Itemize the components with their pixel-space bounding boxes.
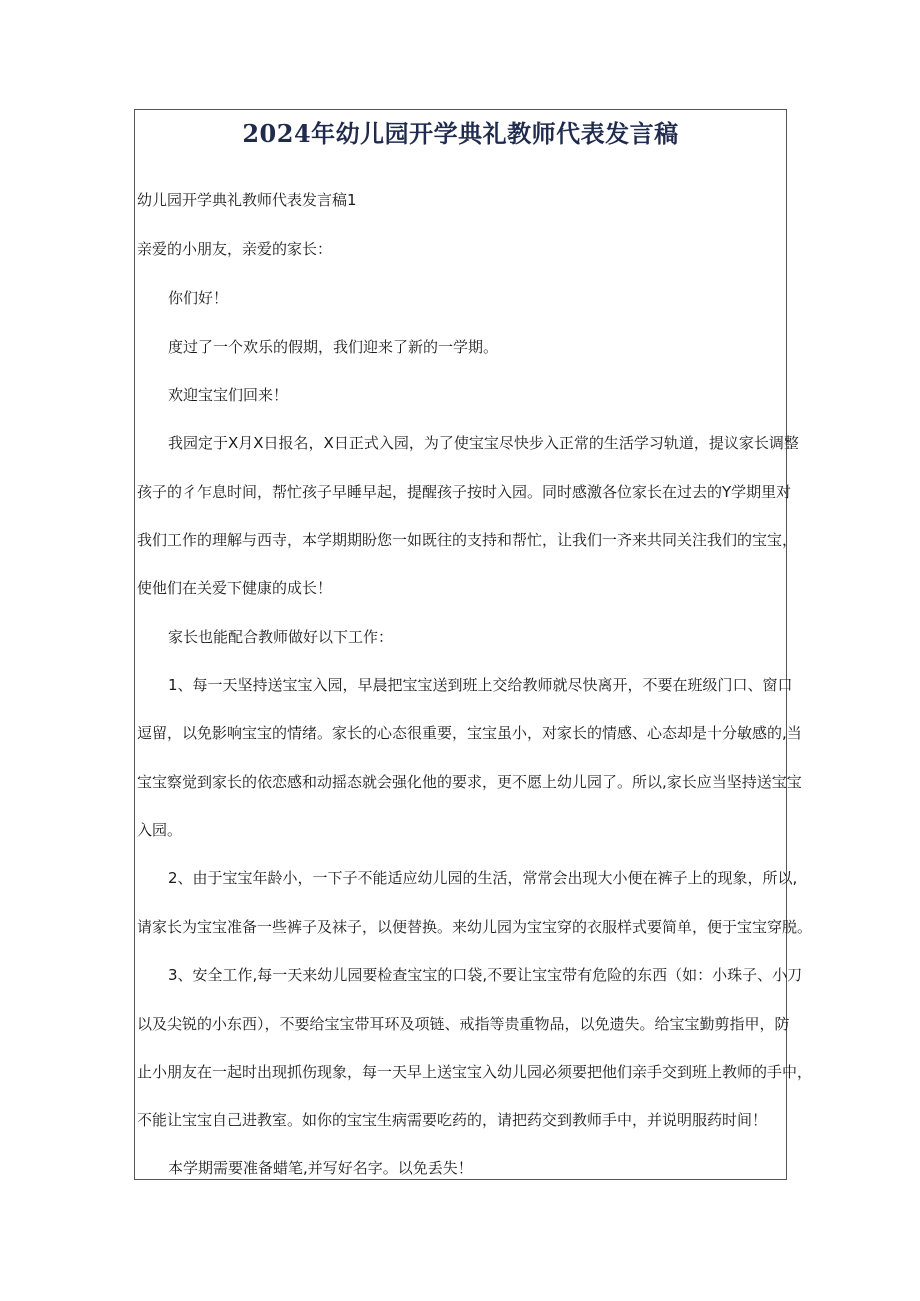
- list-item-1-line: 1、每一天坚持送宝宝入园，早晨把宝宝送到班上交给教师就尽快离开，不要在班级门口、窗口: [168, 676, 793, 694]
- paragraph-welcome: 欢迎宝宝们回来！: [168, 386, 289, 404]
- paragraph-cooperate: 家长也能配合教师做好以下工作：: [168, 628, 394, 646]
- section-heading: 幼儿园开学典礼教师代表发言稿1: [137, 191, 357, 209]
- list-item-3-line: 3、安全工作,每一天来幼儿园要检查宝宝的口袋,不要让宝宝带有危险的东西（如：小珠子、小刀: [168, 966, 803, 984]
- paragraph-holiday: 度过了一个欢乐的假期，我们迎来了新的一学期。: [168, 338, 499, 356]
- paragraph-schedule-line: 使他们在关爱下健康的成长！: [137, 579, 333, 597]
- document-title: 2024年幼儿园开学典礼教师代表发言稿: [242, 119, 679, 148]
- list-item-2-line: 请家长为宝宝准备一些裤子及袜子，以便替换。来幼儿园为宝宝穿的衣服样式要简单，便于宝宝穿脱。: [137, 918, 813, 936]
- paragraph-crayons: 本学期需要准备蜡笔,并写好名字。以免丢失！: [168, 1159, 473, 1177]
- list-item-1-line: 入园。: [137, 821, 183, 839]
- list-item-1-line: 宝宝察觉到家长的依恋感和动摇态就会强化他的要求，更不愿上幼儿园了。所以,家长应当坚持送宝宝: [137, 773, 802, 791]
- list-item-3-line: 以及尖锐的小东西），不要给宝宝带耳环及项链、戒指等贵重物品，以免遗失。给宝宝勤剪指甲，防: [137, 1015, 790, 1033]
- list-item-3-line: 不能让宝宝自己进教室。如你的宝宝生病需要吃药的，请把药交到教师手中，并说明服药时间！: [137, 1111, 768, 1129]
- greeting: 你们好！: [168, 289, 229, 307]
- list-item-1-line: 逗留，以免影响宝宝的情绪。家长的心态很重要，宝宝虽小，对家长的情感、心态却是十分敏感的,当: [137, 724, 802, 742]
- paragraph-schedule-line: 我们工作的理解与西寺，本学期期盼您一如既往的支持和帮忙，让我们一齐来共同关注我们的宝宝，: [137, 531, 798, 549]
- list-item-2-line: 2、由于宝宝年龄小，一下子不能适应幼儿园的生活，常常会出现大小便在裤子上的现象，所以,: [168, 869, 798, 887]
- paragraph-schedule-line: 孩子的彳乍息时间，帮忙孩子早睡早起，提醒孩子按时入园。同时感激各位家长在过去的Y学期里对: [137, 483, 792, 501]
- paragraph-schedule-line: 我园定于X月X日报名，X日正式入园，为了使宝宝尽快步入正常的生活学习轨道，提议家长调整: [168, 434, 799, 452]
- salutation: 亲爱的小朋友，亲爱的家长：: [137, 240, 333, 258]
- list-item-3-line: 止小朋友在一起时出现抓伤现象，每一天早上送宝宝入幼儿园必须要把他们亲手交到班上教师的手中，: [137, 1063, 813, 1081]
